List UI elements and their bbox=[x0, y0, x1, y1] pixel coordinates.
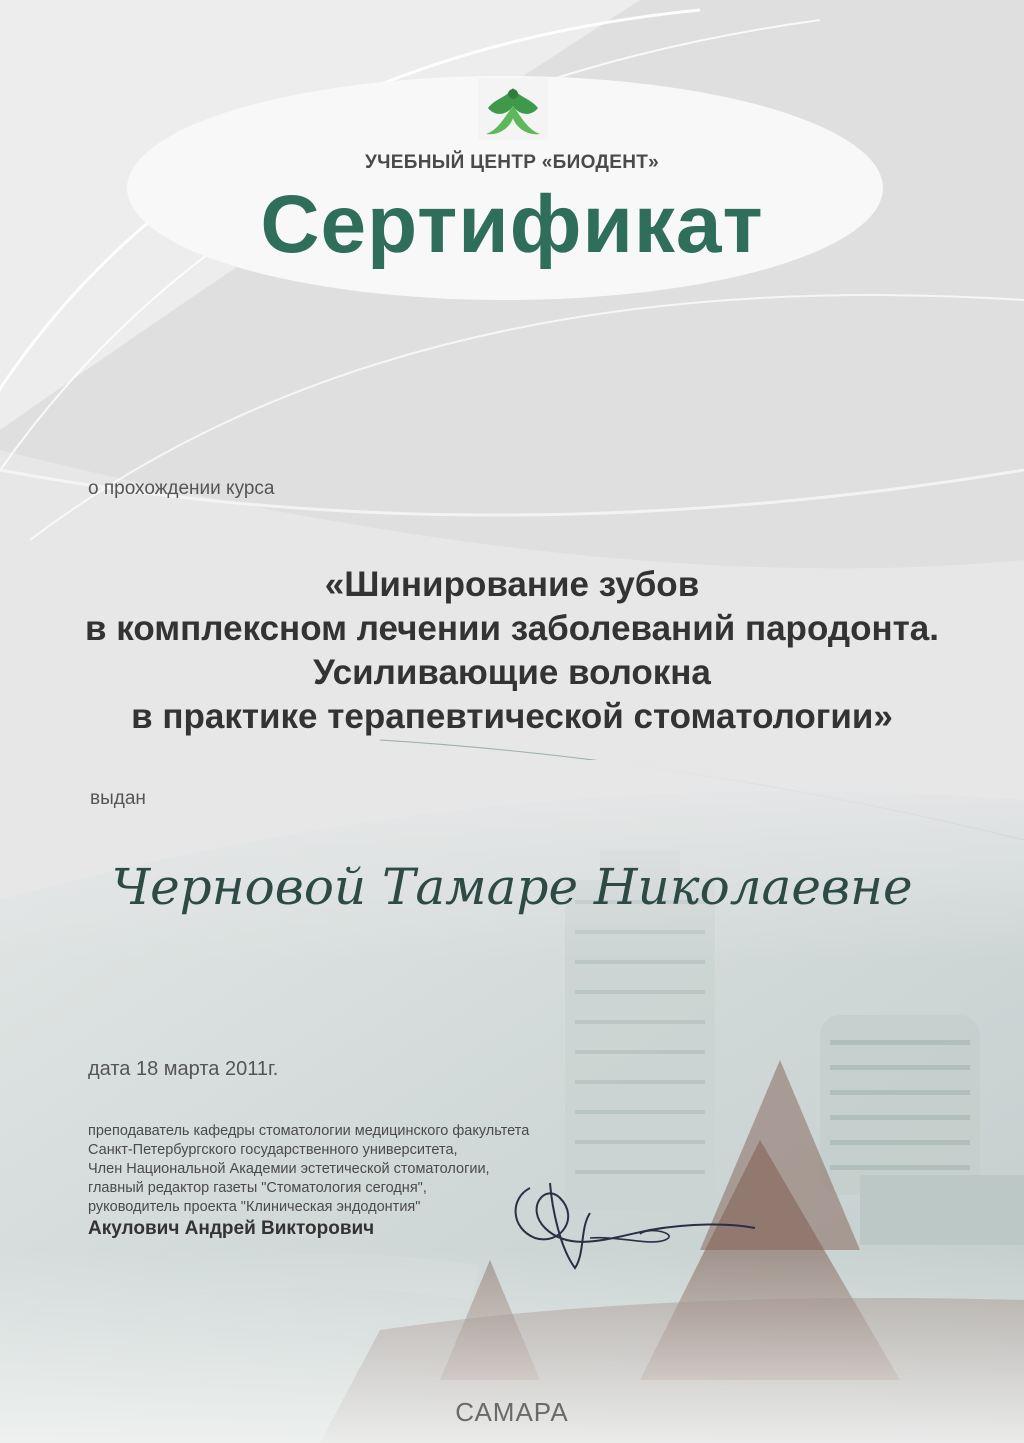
handwritten-signature bbox=[490, 1168, 760, 1278]
course-title bbox=[0, 563, 1024, 739]
instructor-credential-line: Член Национальной Академии эстетической стоматологии, bbox=[88, 1161, 490, 1177]
city-label: САМАРА bbox=[455, 1397, 569, 1427]
green-leaf-flower-logo-icon bbox=[478, 78, 548, 140]
issue-date: дата 18 марта 2011г. bbox=[88, 1058, 279, 1080]
certificate-title: Сертификат bbox=[260, 179, 764, 270]
course-title-line: «Шинирование зубов bbox=[324, 565, 700, 604]
course-intro-label: о прохождении курса bbox=[88, 478, 275, 499]
instructor-credential-line: преподаватель кафедры стоматологии медицинского факультета bbox=[88, 1123, 530, 1139]
course-title-line: Усиливающие волокна bbox=[313, 653, 711, 692]
organization-name: УЧЕБНЫЙ ЦЕНТР «БИОДЕНТ» bbox=[365, 152, 659, 173]
course-title-line: в практике терапевтической стоматологии» bbox=[131, 697, 893, 736]
course-title-line: в комплексном лечении заболеваний пародонта. bbox=[85, 609, 939, 648]
instructor-credentials bbox=[88, 1122, 529, 1217]
instructor-credential-line: Санкт-Петербургского государственного университета, bbox=[88, 1142, 458, 1158]
instructor-credential-line: главный редактор газеты "Стоматология сегодня", bbox=[88, 1180, 427, 1196]
recipient-name: Черновой Тамаре Николаевне bbox=[111, 858, 913, 916]
issued-label: выдан bbox=[90, 788, 146, 809]
instructor-credential-line: руководитель проекта "Клиническая эндодонтия" bbox=[88, 1199, 421, 1215]
instructor-name: Акулович Андрей Викторович bbox=[88, 1218, 375, 1239]
